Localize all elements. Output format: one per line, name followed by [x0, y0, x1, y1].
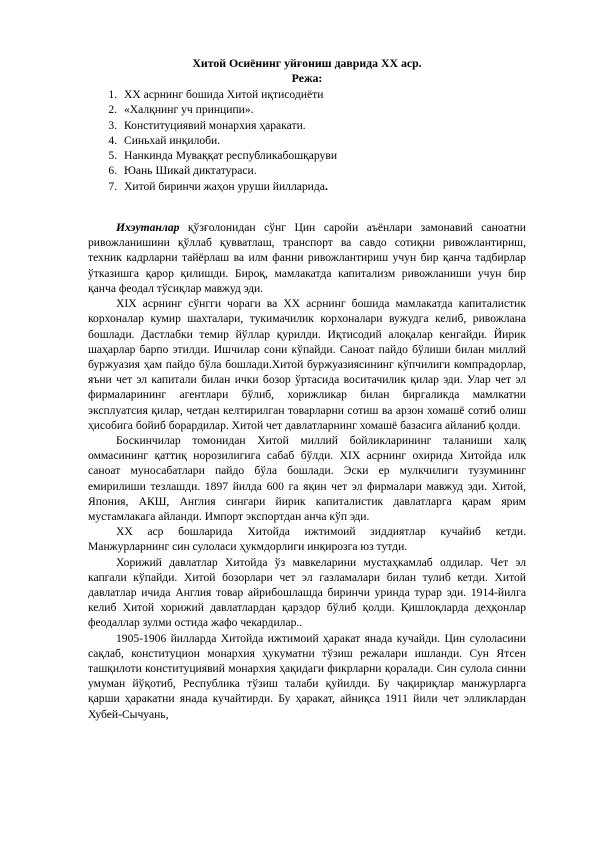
body-text — [88, 220, 526, 722]
plan-item: 7. Хитой биринчи жаҳон уруши йилларида. — [120, 179, 526, 194]
paragraph: Хорижий давлатлар Хитойда ўз мавкеларини мустаҳкамлаб олдилар. Чет эл капгали кўпайди. Хитой бозорлари чет эл газламалари билан тулиб кетди. Хитой давлатлар ичида Англия товар айрибошлашда биринчи уринда турар эди. 1914-йилга келиб Хитой хорижий давлатлардан қарздор бўлиб қолди. Қишлоқларда деҳқонлар феодаллар зулми остида жафо чекардилар.. — [88, 555, 526, 630]
plan-item: 3. Конституциявий монархия ҳаракати. — [120, 118, 526, 133]
plan-item: 2. «Халқнинг уч принципи». — [120, 102, 526, 117]
plan-item: 1. XX асрнинг бошида Хитой иқтисодиёти — [120, 87, 526, 102]
paragraph: XIX асрнинг сўнгги чораги ва XX асрнинг бошида мамлакатда капиталистик корхоналар кумир шахталари, тукимачилик корхоналари вужудга келиб, ривожлана бошлади. Дастлабки темир йўллар қурилди. Иқтисодий алоқалар кенгайди. Йирик шаҳарлар барпо этилди. Ишчилар сони кўпайди. Саноат пайдо бўлиши билан миллий буржуазия ҳам пайдо бўла бошлади.Хитой буржуазиясининг кўпчилиги компрадорлар, яъни чет эл капитали билан ички бозор ўртасида воситачилик қилар эди. Улар чет эл фирмаларининг агентлари бўлиб, хорижликар билан биргаликда мамлкатни эксплуатсия қилар, четдан келтирилган товарларни сотиш ва арзон хомашё сотиб олиш ҳисобига бойиб борардилар. Хитой чет давлатларнинг хомашё базасига айланиб қолди. — [88, 297, 526, 432]
plan-item: 5. Нанкинда Муваққат республикабошқаруви — [120, 148, 526, 163]
plan-heading: Режа: — [291, 71, 323, 85]
plan-item: 4. Синьхай инқилоби. — [120, 133, 526, 148]
paragraph: Боскинчилар томонидан Хитой миллий бойликларининг таланиши халқ оммасининг қаттиқ норозилигига сабаб бўлди. XIX асрнинг охирида Хитойда илк саноат муносабатлари пайдо бўла бошлади. Эски ер мулкчилиги тузумининг емирилиши тезлашди. 1897 йилда 600 га яқин чет эл фирмалари мавжуд эди. Хитой, Япония, АКШ, Англия сингари йирик капиталистик давлатларга қарам ярим мустамлакага айланди. Импорт экспортдан анча кўп эди. — [88, 433, 526, 523]
paragraph: XX аср бошларида Хитойда ижтимоий зиддиятлар кучайиб кетди. Манжурларнинг син сулоласи ҳукмдорлиги инқирозга юз тутди. — [88, 525, 526, 554]
plan-list — [88, 87, 526, 194]
document-title: Хитой Осиёнинг уйғониш даврида XX аср. — [192, 56, 422, 70]
lead-word: Ихэутанлар — [116, 221, 180, 235]
paragraph: Ихэутанлар қўзғолонидан сўнг Цин саройи аъёнлари замонавий саноатни ривожланишини қўллаб қувватлаш, транспорт ва савдо сотиқни ривожлантириш, техник кадрларни тайёрлаш ва илм фанни ривожлантириш учун бир қанча тадбирлар ўтказишга қарор қилишди. Бироқ, мамлакатда капитализм ривожланиши учун бир қанча феодал тўсиқлар мавжуд эди. — [88, 221, 526, 295]
plan-item: 6. Юань Шикай диктатураси. — [120, 163, 526, 178]
paragraph: 1905-1906 йилларда Хитойда ижтимоий ҳаракат янада кучайди. Цин сулоласини сақлаб, конституцион монархия ҳукуматни тўзиш режалари ишланди. Сун Ятсен ташқилоти конституциявий монархия ҳақидаги фикрларни қоралади. Син сулола синни умуман йўқотиб, Республика тўзиш талаби қуйилди. Бу чақириқлар манжурларга қарши ҳаракатни янада кучайтирди. Бу ҳаракат, айниқса 1911 йили чет элликлардан Хубей-Сычуань, — [88, 631, 526, 721]
plan-item-period: . — [324, 179, 328, 193]
